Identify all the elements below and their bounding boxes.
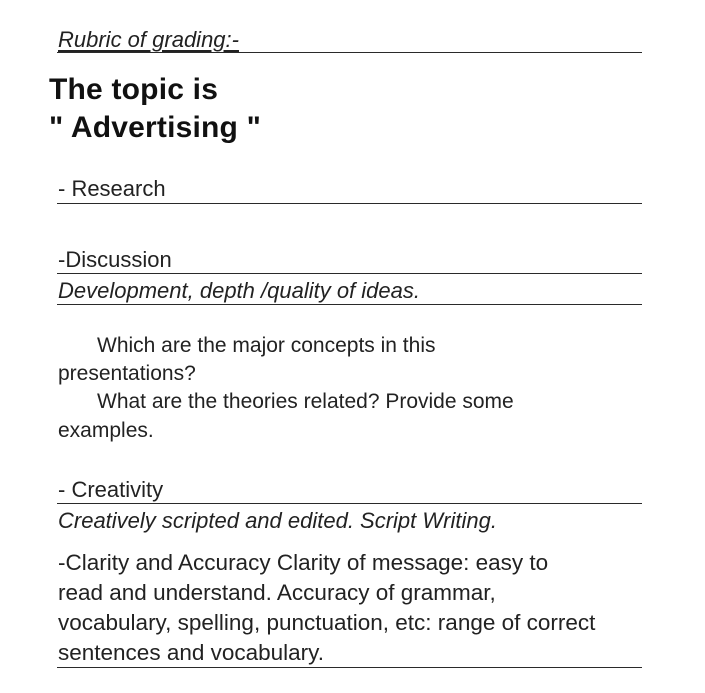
clarity-line-4: sentences and vocabulary. — [58, 640, 325, 665]
clarity-line-3: vocabulary, spelling, punctuation, etc: range of correct — [58, 610, 596, 635]
topic-line-1: The topic is — [49, 73, 219, 106]
creativity-rule — [57, 503, 642, 504]
research-rule — [57, 203, 642, 204]
rubric-heading: Rubric of grading:- — [58, 27, 239, 52]
clarity-rule — [57, 667, 642, 668]
clarity-line-1: -Clarity and Accuracy Clarity of message: easy to — [58, 550, 549, 575]
discussion-question-2-line-1: What are the theories related? Provide some — [97, 390, 514, 413]
discussion-description-rule — [57, 304, 642, 305]
discussion-description: Development, depth /quality of ideas. — [58, 278, 421, 303]
creativity-description: Creatively scripted and edited. Script Writing. — [58, 508, 497, 533]
creativity-label: - Creativity — [58, 477, 164, 502]
discussion-label: -Discussion — [58, 247, 172, 272]
discussion-question-1-line-1: Which are the major concepts in this — [97, 334, 436, 357]
discussion-question-1-line-2: presentations? — [58, 362, 196, 385]
topic-line-2: " Advertising " — [49, 111, 262, 144]
heading-rule — [57, 52, 642, 53]
discussion-rule — [57, 273, 642, 274]
clarity-line-2: read and understand. Accuracy of grammar, — [58, 580, 496, 605]
discussion-question-2-line-2: examples. — [58, 419, 154, 442]
research-label: - Research — [58, 176, 166, 201]
